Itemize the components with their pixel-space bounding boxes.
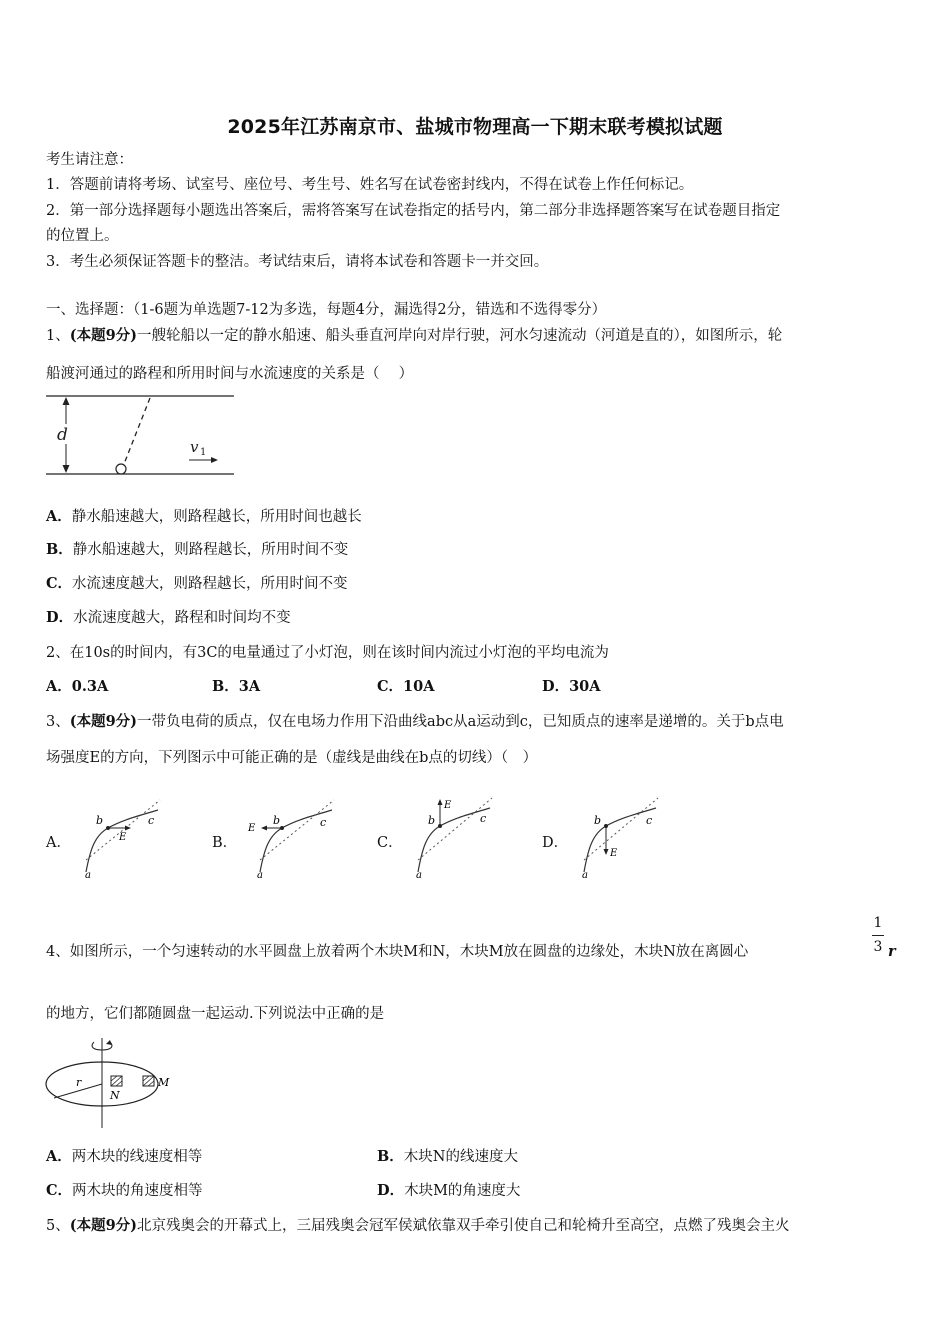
fig-label-n: N [110, 1089, 120, 1102]
option-text: 水流速度越大，则路程越长，所用时间不变 [72, 576, 348, 592]
q3-option-a-label[interactable]: A． [46, 835, 71, 851]
q5-number: 5、 [46, 1218, 70, 1234]
q1-option-a[interactable] [46, 507, 362, 527]
q2-option-c[interactable] [377, 677, 434, 697]
notice-item-3: 3．考生必须保证答题卡的整洁。考试结束后，请将本试卷和答题卡一并交回。 [46, 254, 549, 270]
q3-figure-a [76, 796, 166, 880]
fig-label-b: b [273, 814, 281, 827]
fig-label-e: E [119, 832, 127, 843]
option-text: 木块N的线速度大 [403, 1149, 518, 1165]
option-text: 静水船速越大，则路程越长，所用时间也越长 [71, 509, 362, 525]
option-text: 3A [238, 678, 261, 695]
q1-river-figure [44, 388, 239, 480]
fig-label-a: a [582, 870, 588, 880]
q4-option-d[interactable] [377, 1181, 520, 1201]
q1-label-d: d [57, 425, 68, 445]
q1-number: 1、 [46, 328, 70, 344]
notice-heading: 考生请注意： [46, 152, 133, 168]
q1-option-c[interactable] [46, 574, 348, 594]
option-label: B． [377, 1148, 404, 1165]
q1-line2: 船渡河通过的路程和所用时间与水流速度的关系是（ ） [46, 366, 414, 382]
fig-label-b: b [594, 814, 602, 827]
q5-score-tag: (本题9分) [69, 1217, 138, 1234]
option-text: 0.3A [71, 678, 109, 695]
notice-item-2-cont: 的位置上。 [46, 228, 119, 244]
option-text: 两木块的线速度相等 [71, 1149, 203, 1165]
option-label: D． [542, 678, 570, 695]
notice-item-2: 2．第一部分选择题每小题选出答案后，需将答案写在试卷指定的括号内，第二部分非选择题答案写在试卷题目指定 [46, 203, 781, 219]
q4-line1: 4、如图所示，一个匀速转动的水平圆盘上放着两个木块M和N，木块M放在圆盘的边缘处，木块N放在离圆心 [46, 944, 749, 960]
q2-option-d[interactable] [542, 677, 601, 697]
fraction-numerator: 1 [873, 915, 883, 931]
q3-figure-b [244, 796, 340, 880]
option-text: 静水船速越大，则路程越长，所用时间不变 [72, 542, 349, 558]
q1-label-v-sub: 1 [200, 447, 207, 458]
q5-stem: 北京残奥会的开幕式上，三届残奥会冠军侯斌依靠双手牵引使自己和轮椅升至高空，点燃了残奥会主火 [137, 1218, 790, 1234]
option-label: C． [46, 1182, 73, 1199]
fig-label-b: b [428, 814, 436, 827]
fig-label-c: c [480, 812, 487, 825]
page-title: 2025年江苏南京市、盐城市物理高一下期末联考模拟试题 [227, 116, 723, 138]
q2-stem: 2、在10s的时间内，有3C的电量通过了小灯泡，则在该时间内流过小灯泡的平均电流为 [46, 645, 609, 661]
q1-option-d[interactable] [46, 608, 291, 628]
q4-line2: 的地方，它们都随圆盘一起运动.下列说法中正确的是 [46, 1006, 385, 1022]
q3-option-c-label[interactable]: C． [377, 835, 403, 851]
fig-label-c: c [320, 816, 327, 829]
fraction-bar [872, 935, 884, 936]
q4-disc-figure [42, 1032, 192, 1132]
option-label: D． [377, 1182, 405, 1199]
fig-label-b: b [96, 814, 104, 827]
q3-line1 [46, 712, 784, 732]
q3-figure-d [572, 794, 664, 880]
q1-option-b[interactable] [46, 540, 348, 560]
fig-label-a: a [257, 870, 263, 880]
fig-label-m: M [158, 1076, 170, 1089]
fig-label-e: E [444, 800, 452, 811]
q3-line2: 场强度E的方向，下列图示中可能正确的是（虚线是曲线在b点的切线）（ ） [46, 750, 538, 766]
option-label: B． [46, 541, 73, 558]
option-label: D． [46, 609, 74, 626]
q3-score-tag: (本题9分) [69, 713, 138, 730]
q3-number: 3、 [46, 714, 70, 730]
section-heading: 一、选择题：（1-6题为单选题7-12为多选，每题4分，漏选得2分，错选和不选得零分） [46, 302, 607, 318]
q3-option-b-label[interactable]: B． [212, 835, 238, 851]
q1-stem: 一艘轮船以一定的静水船速、船头垂直河岸向对岸行驶，河水匀速流动（河道是直的），如图所示，轮 [137, 328, 783, 344]
q1-label-v: v [190, 438, 199, 456]
q3-figure-c [406, 788, 498, 880]
q4-fraction [871, 915, 887, 961]
option-text: 水流速度越大，路程和时间均不变 [73, 610, 291, 626]
notice-item-1: 1．答题前请将考场、试室号、座位号、考生号、姓名写在试卷密封线内，不得在试卷上作任何标记。 [46, 177, 694, 193]
option-label: A． [46, 1148, 72, 1165]
option-label: C． [46, 575, 73, 592]
option-text: 10A [403, 678, 435, 695]
q4-option-b[interactable] [377, 1147, 518, 1167]
option-text: 木块M的角速度大 [404, 1183, 521, 1199]
fig-label-c: c [148, 814, 155, 827]
q5-line1 [46, 1216, 790, 1236]
fig-label-e: E [248, 823, 256, 834]
option-label: C． [377, 678, 404, 695]
q4-option-a[interactable] [46, 1147, 202, 1167]
q1-line1 [46, 326, 782, 346]
option-text: 两木块的角速度相等 [72, 1183, 203, 1199]
fig-label-a: a [85, 870, 91, 880]
q2-option-b[interactable] [212, 677, 260, 697]
q3-option-d-label[interactable]: D． [542, 835, 569, 851]
fig-label-e: E [610, 848, 618, 859]
fig-label-a: a [416, 870, 422, 880]
option-label: B． [212, 678, 239, 695]
q2-option-a[interactable] [46, 677, 108, 697]
q4-radius-var: r [888, 943, 896, 960]
fig-label-r: r [76, 1076, 82, 1089]
option-text: 30A [569, 678, 601, 695]
fraction-denominator: 3 [873, 939, 883, 955]
option-label: A． [46, 508, 72, 525]
q1-score-tag: (本题9分) [69, 327, 138, 344]
q4-option-c[interactable] [46, 1181, 203, 1201]
q3-stem: 一带负电荷的质点，仅在电场力作用下沿曲线abc从a运动到c，已知质点的速率是递增的。关于b点电 [137, 714, 784, 730]
fig-label-c: c [646, 814, 653, 827]
option-label: A． [46, 678, 72, 695]
